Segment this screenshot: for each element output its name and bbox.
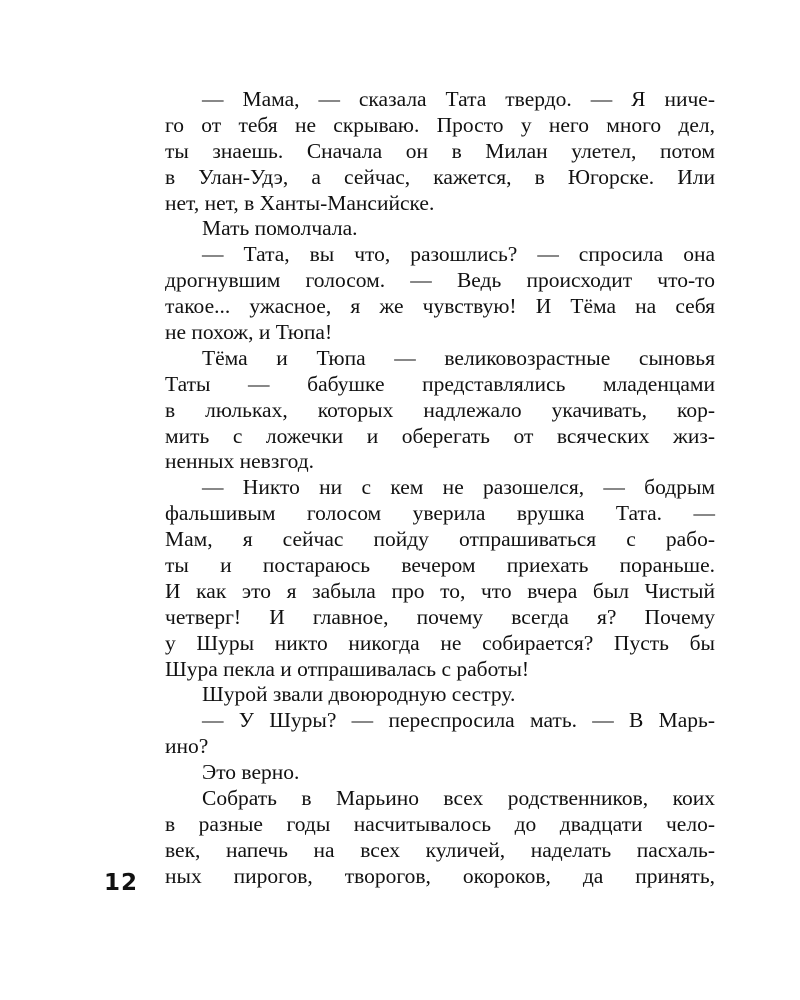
text-line: ненных невзгод. xyxy=(165,449,315,474)
page-number: 12 xyxy=(104,870,139,896)
page-text xyxy=(165,87,715,890)
text-line: го от тебя не скрываю. Просто у него много дел, xyxy=(165,112,715,137)
text-line: век, напечь на всех куличей, наделать пасхаль- xyxy=(165,837,715,862)
text-line: И как это я забыла про то, что вчера был Чистый xyxy=(165,578,715,603)
text-line: ты знаешь. Сначала он в Милан улетел, потом xyxy=(165,138,715,163)
text-line: — Мама, — сказала Тата твердо. — Я ниче- xyxy=(202,87,715,111)
text-line: мить с ложечки и оберегать от всяческих жиз- xyxy=(165,423,715,448)
text-line: в Улан-Удэ, а сейчас, кажется, в Югорске. Или xyxy=(165,164,715,189)
text-line: у Шуры никто никогда не собирается? Пусть бы xyxy=(165,630,715,655)
text-line: такое... ужасное, я же чувствую! И Тёма на себя xyxy=(165,294,715,319)
text-line: фальшивым голосом уверила врушка Тата. — xyxy=(165,501,715,526)
text-line: в люльках, которых надлежало укачивать, кор- xyxy=(165,397,715,422)
text-line: ино? xyxy=(165,734,209,759)
text-line: Собрать в Марьино всех родственников, коих xyxy=(202,786,715,811)
text-line: дрогнувшим голосом. — Ведь происходит что-то xyxy=(165,268,715,293)
text-line: Шура пекла и отпрашивалась с работы! xyxy=(165,656,530,681)
text-line: ты и постараюсь вечером приехать пораньше. xyxy=(165,553,715,578)
text-line: Мам, я сейчас пойду отпрашиваться с рабо- xyxy=(165,527,715,552)
text-line: Таты — бабушке представлялись младенцами xyxy=(165,371,715,396)
text-line: ных пирогов, творогов, окороков, да принять, xyxy=(165,863,715,888)
text-line: — Тата, вы что, разошлись? — спросила она xyxy=(202,242,715,267)
text-line: в разные годы насчитывалось до двадцати чело- xyxy=(165,811,715,836)
text-line: — У Шуры? — переспросила мать. — В Марь- xyxy=(202,708,715,733)
text-line: Тёма и Тюпа — великовозрастные сыновья xyxy=(202,345,715,370)
text-line: не похож, и Тюпа! xyxy=(165,320,333,345)
text-line: нет, нет, в Ханты-Мансийске. xyxy=(165,190,435,215)
text-line: Это верно. xyxy=(202,760,300,785)
text-line: Шурой звали двоюродную сестру. xyxy=(202,682,516,707)
text-line: Мать помолчала. xyxy=(202,216,358,241)
text-line: — Никто ни с кем не разошелся, — бодрым xyxy=(202,475,715,500)
text-line: четверг! И главное, почему всегда я? Почему xyxy=(165,604,715,629)
